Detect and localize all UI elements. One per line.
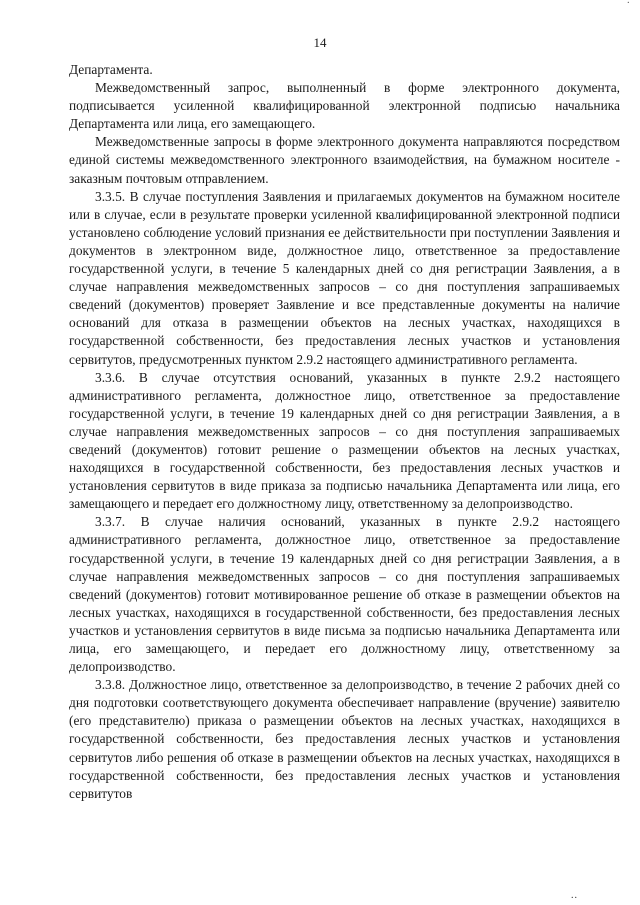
paragraph-signature-requirement: Межведомственный запрос, выполненный в форме электронного документа, подписывается усиленной квалифицированной электронной подписью начальника Департамента или лица, его замещающего. — [69, 80, 620, 132]
paragraph-3-3-8: 3.3.8. Должностное лицо, ответственное за делопроизводство, в течение 2 рабочих дней со дня подготовки соответствующего документа обеспечивает направление (вручение) заявителю (его представителю) приказа о размещении объектов на лесных участках, находящихся в государственной собственности, без предоставления лесных участков и установления сервитутов либо решения об отказе в размещении объектов на лесных участках, находящихся в государственной собственности, без предоставления лесных участков и установления сервитутов — [69, 677, 620, 801]
paragraph-interagency-requests: Межведомственные запросы в форме электронного документа направляются посредством единой системы межведомственного электронного взаимодействия, на бумажном носителе - заказным почтовым отправлением. — [69, 134, 620, 186]
paragraph-3-3-6: 3.3.6. В случае отсутствия оснований, указанных в пункте 2.9.2 настоящего административного регламента, должностное лицо, ответственное за предоставление государственной услуги, в течение 19 календарных дней со дня регистрации Заявления, а в случае направления межведомственных запросов – со дня поступления запрашиваемых сведений (документов) готовит решение о размещении объектов на лесных участках, находящихся в государственной собственности, без предоставления лесных участков и установления сервитутов в виде приказа за подписью начальника Департамента или лица, его замещающего и передает его должностному лицу, ответственному за делопроизводство. — [69, 369, 620, 512]
page-number: 14 — [313, 35, 327, 50]
scan-mark: .. — [571, 890, 578, 901]
paragraph-3-3-5: 3.3.5. В случае поступления Заявления и прилагаемых документов на бумажном носителе или в случае, если в результате проверки усиленной квалифицированной электронной подписи установлено соблюдение условий признания ее действительности при поступлении Заявления и документов в электронном виде, должностное лицо, ответственное за предоставление государственной услуги, в течение 5 календарных дней со дня регистрации Заявления, а в случае направления межведомственных запросов – со дня поступления запрашиваемых сведений (документов) проверяет Заявление и все представленные документы на наличие оснований для отказа в размещении объектов на лесных участках, находящихся в государственной собственности, без предоставления лесных участков и установления сервитутов, предусмотренных пунктом 2.9.2 настоящего административного регламента. — [69, 188, 620, 367]
corner-mark: · — [626, 0, 630, 9]
document-body — [69, 61, 620, 803]
paragraph-continuation: Департамента. — [69, 62, 153, 77]
paragraph-3-3-7: 3.3.7. В случае наличия оснований, указанных в пункте 2.9.2 настоящего административного регламента, должностное лицо, ответственное за предоставление государственной услуги, в течение 19 календарных дней со дня регистрации Заявления, а в случае направления межведомственных запросов – со дня поступления запрашиваемых сведений (документов) готовит мотивированное решение об отказе в размещении объектов на лесных участках, находящихся в государственной собственности, без предоставления лесных участков и установления сервитутов в виде письма за подписью начальника Департамента или лица, его замещающего, и передает его должностному лицу, ответственному за делопроизводство. — [69, 514, 620, 675]
